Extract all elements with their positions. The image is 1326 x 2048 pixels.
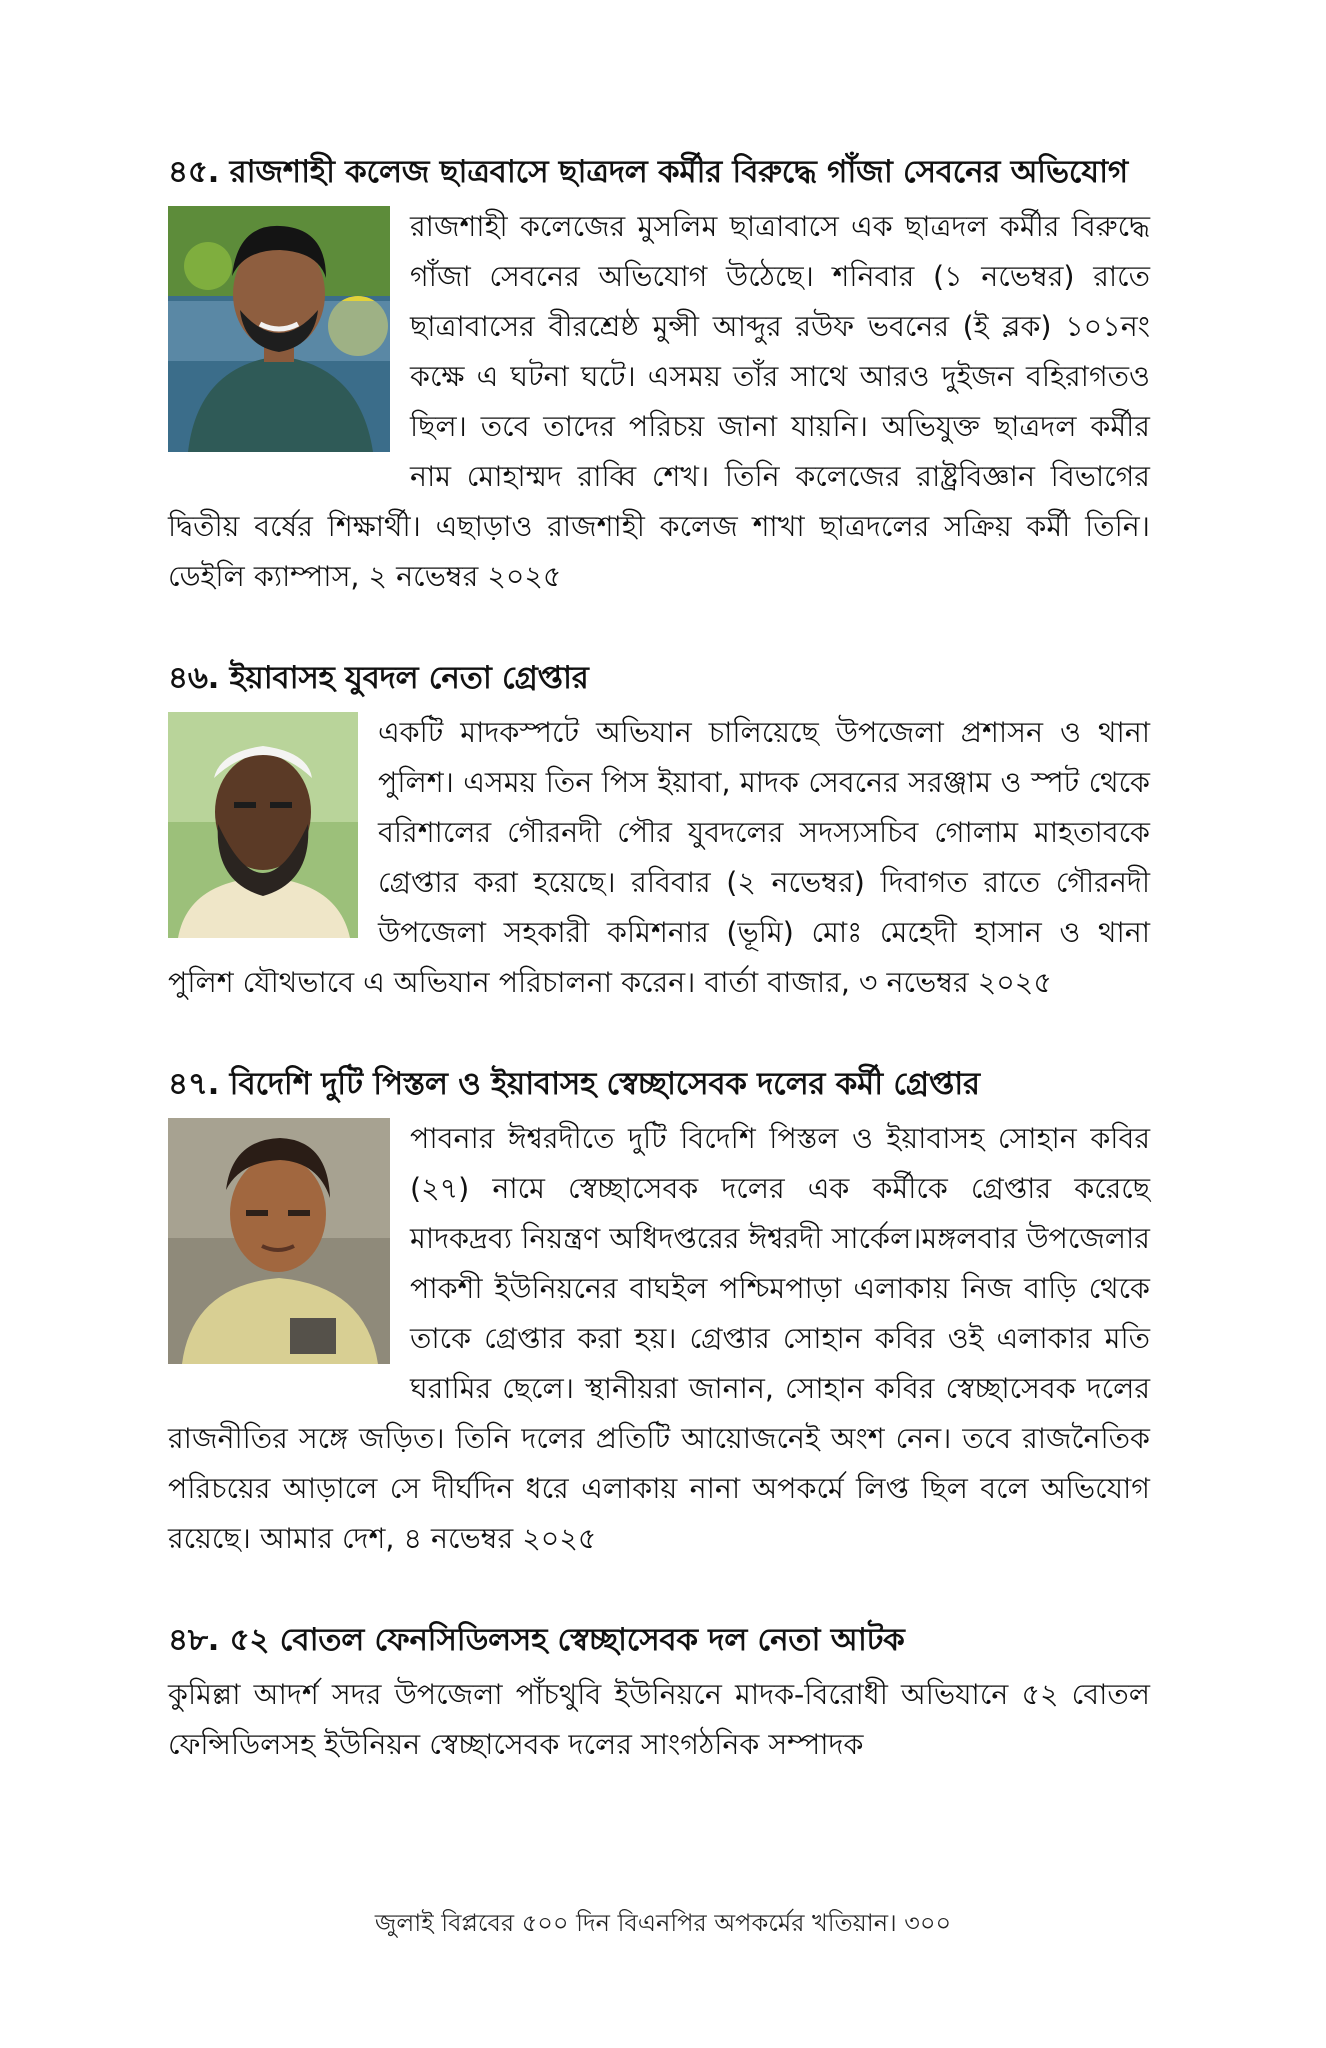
page-footer: জুলাই বিপ্লবের ৫০০ দিন বিএনপির অপকর্মের খতিয়ান। ৩০০ [374,1909,952,1937]
news-photo-man-white-cap [168,712,358,938]
news-body: একটি মাদকস্পটে অভিযান চালিয়েছে উপজেলা প্রশাসন ও থানা পুলিশ। এসময় তিন পিস ইয়াবা, মাদক সেবনের সরঞ্জাম ও স্পট থেকে বরিশালের গৌরনদী পৌর যুবদলের সদস্যসচিব গোলাম মাহতাবকে গ্রেপ্তার করা হয়েছে। রবিবার (২ নভেম্বর) দিবাগত রাতে গৌরনদী উপজেলা সহকারী কমিশনার (ভূমি) মোঃ মেহেদী হাসান ও থানা পুলিশ যৌথভাবে এ অভিযান পরিচালনা করেন। বার্তা বাজার, ৩ নভেম্বর ২০২৫ [168,716,1150,999]
news-photo-man-green-shirt [168,206,390,452]
page-content [168,150,1150,1824]
news-heading: ৪৮. ৫২ বোতল ফেনসিডিলসহ স্বেচ্ছাসেবক দল নেতা আটক [168,1622,905,1658]
news-item-48 [168,1618,1150,1770]
news-heading: ৪৬. ইয়াবাসহ যুবদল নেতা গ্রেপ্তার [168,660,589,696]
news-body: রাজশাহী কলেজের মুসলিম ছাত্রাবাসে এক ছাত্রদল কর্মীর বিরুদ্ধে গাঁজা সেবনের অভিযোগ উঠেছে। শনিবার (১ নভেম্বর) রাতে ছাত্রাবাসের বীরশ্রেষ্ঠ মুন্সী আব্দুর রউফ ভবনের (ই ব্লক) ১০১নং কক্ষে এ ঘটনা ঘটে। এসময় তাঁর সাথে আরও দুইজন বহিরাগতও ছিল। তবে তাদের পরিচয় জানা যায়নি। অভিযুক্ত ছাত্রদল কর্মীর নাম মোহাম্মদ রাব্বি শেখ। তিনি কলেজের রাষ্ট্রবিজ্ঞান বিভাগের দ্বিতীয় বর্ষের শিক্ষার্থী। এছাড়াও রাজশাহী কলেজ শাখা ছাত্রদলের সক্রিয় কর্মী তিনি। ডেইলি ক্যাম্পাস, ২ নভেম্বর ২০২৫ [168,210,1150,593]
news-heading: ৪৭. বিদেশি দুটি পিস্তল ও ইয়াবাসহ স্বেচ্ছাসেবক দলের কর্মী গ্রেপ্তার [168,1066,980,1102]
news-item-47 [168,1062,1150,1564]
news-item-45 [168,150,1150,602]
news-heading: ৪৫. রাজশাহী কলেজ ছাত্রবাসে ছাত্রদল কর্মীর বিরুদ্ধে গাঁজা সেবনের অভিযোগ [168,154,1128,190]
news-item-46 [168,656,1150,1008]
news-photo-young-man [168,1118,390,1364]
news-body: কুমিল্লা আদর্শ সদর উপজেলা পাঁচথুবি ইউনিয়নে মাদক-বিরোধী অভিযানে ৫২ বোতল ফেন্সিডিলসহ ইউনিয়ন স্বেচ্ছাসেবক দলের সাংগঠনিক সম্পাদক [168,1678,1150,1761]
news-body: পাবনার ঈশ্বরদীতে দুটি বিদেশি পিস্তল ও ইয়াবাসহ সোহান কবির (২৭) নামে স্বেচ্ছাসেবক দলের এক কর্মীকে গ্রেপ্তার করেছে মাদকদ্রব্য নিয়ন্ত্রণ অধিদপ্তরের ঈশ্বরদী সার্কেল।মঙ্গলবার উপজেলার পাকশী ইউনিয়নের বাঘইল পশ্চিমপাড়া এলাকায় নিজ বাড়ি থেকে তাকে গ্রেপ্তার করা হয়। গ্রেপ্তার সোহান কবির ওই এলাকার মতি ঘরামির ছেলে। স্থানীয়রা জানান, সোহান কবির স্বেচ্ছাসেবক দলের রাজনীতির সঙ্গে জড়িত। তিনি দলের প্রতিটি আয়োজনেই অংশ নেন। তবে রাজনৈতিক পরিচয়ের আড়ালে সে দীর্ঘদিন ধরে এলাকায় নানা অপকর্মে লিপ্ত ছিল বলে অভিযোগ রয়েছে। আমার দেশ, ৪ নভেম্বর ২০২৫ [168,1122,1150,1555]
